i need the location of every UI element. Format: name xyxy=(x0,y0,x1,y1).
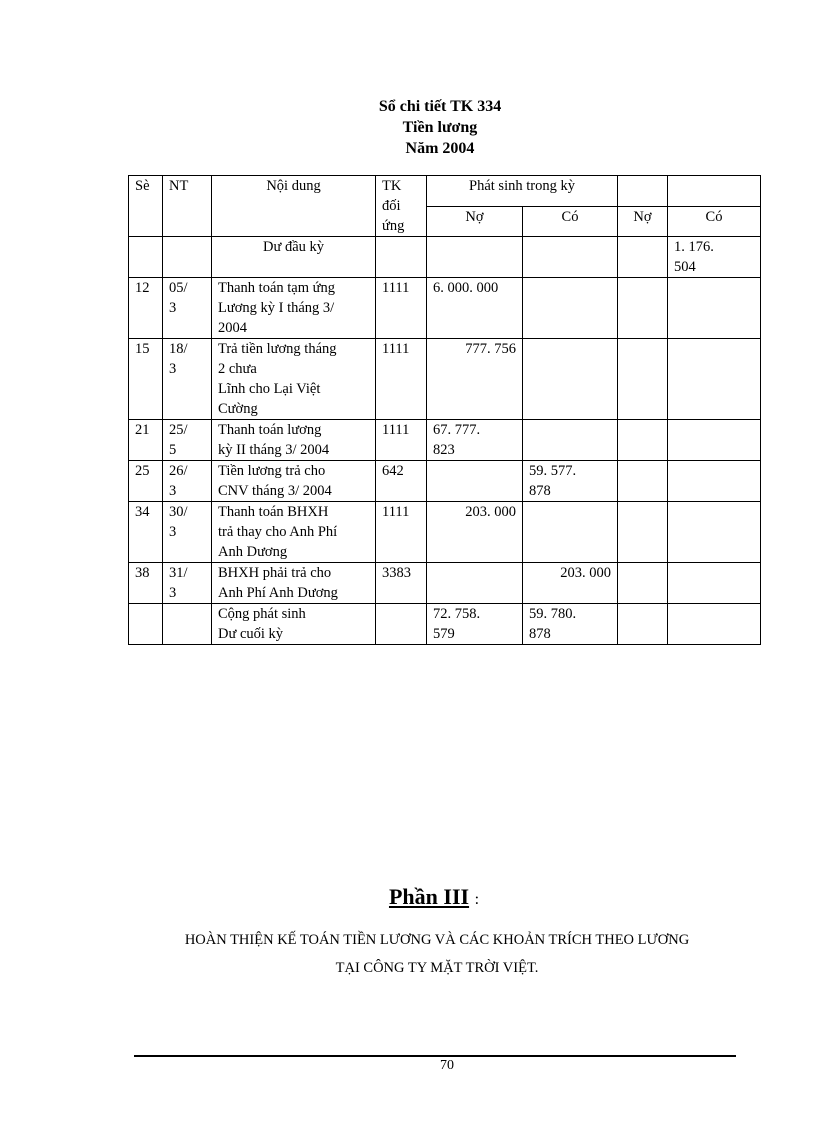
row-co: 59. 577. 878 xyxy=(523,461,618,502)
table-row xyxy=(129,563,761,604)
row-noi-dung: Thanh toán tạm ứng Lương kỳ I tháng 3/ 2004 xyxy=(212,278,376,339)
row-no: 777. 756 xyxy=(427,339,523,420)
row-se: 21 xyxy=(129,420,163,461)
row-se: 25 xyxy=(129,461,163,502)
row-tk: 642 xyxy=(376,461,427,502)
section-subtitle-line-2: TẠI CÔNG TY MẶT TRỜI VIỆT. xyxy=(335,960,539,976)
row-noi-dung: BHXH phải trả cho Anh Phí Anh Dương xyxy=(212,563,376,604)
ledger-table xyxy=(128,175,761,645)
row-nt: 31/ 3 xyxy=(163,563,212,604)
row-nt: 30/ 3 xyxy=(163,502,212,563)
row-no: 67. 777. 823 xyxy=(427,420,523,461)
row-se: 12 xyxy=(129,278,163,339)
row-co xyxy=(523,502,618,563)
title-line-2: Tiền lương xyxy=(402,119,478,136)
table-row xyxy=(129,339,761,420)
row-co xyxy=(523,278,618,339)
section-label: Phần III xyxy=(388,884,470,909)
row-co: 203. 000 xyxy=(523,563,618,604)
header-no-2: Nợ xyxy=(618,206,668,237)
header-nt: NT xyxy=(163,176,212,237)
ledger-title xyxy=(0,96,816,159)
opening-balance-co: 1. 176. 504 xyxy=(668,237,761,278)
section-heading xyxy=(0,884,816,910)
row-no xyxy=(427,461,523,502)
title-line-1: Sổ chi tiết TK 334 xyxy=(378,98,502,115)
section-subtitle-line-1: HOÀN THIỆN KẾ TOÁN TIỀN LƯƠNG VÀ CÁC KHOẢN TRÍCH THEO LƯƠNG xyxy=(184,932,690,948)
row-se: 15 xyxy=(129,339,163,420)
row-no: 203. 000 xyxy=(427,502,523,563)
page-number: 70 xyxy=(440,1058,454,1073)
header-no: Nợ xyxy=(427,206,523,237)
row-co xyxy=(523,420,618,461)
header-row-1 xyxy=(129,176,761,207)
total-co: 59. 780. 878 xyxy=(523,604,618,645)
footer-divider xyxy=(134,1055,736,1057)
row-se: 38 xyxy=(129,563,163,604)
table-row xyxy=(129,502,761,563)
row-nt: 05/ 3 xyxy=(163,278,212,339)
total-no: 72. 758. 579 xyxy=(427,604,523,645)
title-line-3: Năm 2004 xyxy=(405,140,475,157)
header-se: Sè xyxy=(129,176,163,237)
total-row xyxy=(129,604,761,645)
section-subtitle xyxy=(0,926,816,982)
opening-label: Dư đầu kỳ xyxy=(212,237,376,278)
header-blank-2 xyxy=(668,176,761,207)
row-tk: 1111 xyxy=(376,278,427,339)
row-noi-dung: Trả tiền lương tháng 2 chưa Lĩnh cho Lại Việt Cường xyxy=(212,339,376,420)
header-blank-1 xyxy=(618,176,668,207)
header-noi-dung: Nội dung xyxy=(212,176,376,237)
header-phat-sinh: Phát sinh trong kỳ xyxy=(427,176,618,207)
section-colon: : xyxy=(474,891,480,908)
opening-balance-row xyxy=(129,237,761,278)
row-nt: 25/ 5 xyxy=(163,420,212,461)
table-row xyxy=(129,278,761,339)
row-se: 34 xyxy=(129,502,163,563)
table-row xyxy=(129,461,761,502)
row-tk: 1111 xyxy=(376,339,427,420)
row-no: 6. 000. 000 xyxy=(427,278,523,339)
row-noi-dung: Thanh toán lương kỳ II tháng 3/ 2004 xyxy=(212,420,376,461)
table-row xyxy=(129,420,761,461)
header-co: Có xyxy=(523,206,618,237)
row-co xyxy=(523,339,618,420)
row-tk: 1111 xyxy=(376,420,427,461)
row-noi-dung: Thanh toán BHXH trả thay cho Anh Phí Anh Dương xyxy=(212,502,376,563)
row-noi-dung: Tiền lương trả cho CNV tháng 3/ 2004 xyxy=(212,461,376,502)
total-label: Cộng phát sinh Dư cuối kỳ xyxy=(212,604,376,645)
row-tk: 3383 xyxy=(376,563,427,604)
row-tk: 1111 xyxy=(376,502,427,563)
row-nt: 26/ 3 xyxy=(163,461,212,502)
row-nt: 18/ 3 xyxy=(163,339,212,420)
row-no xyxy=(427,563,523,604)
header-co-2: Có xyxy=(668,206,761,237)
header-tk: TK đối ứng xyxy=(376,176,427,237)
